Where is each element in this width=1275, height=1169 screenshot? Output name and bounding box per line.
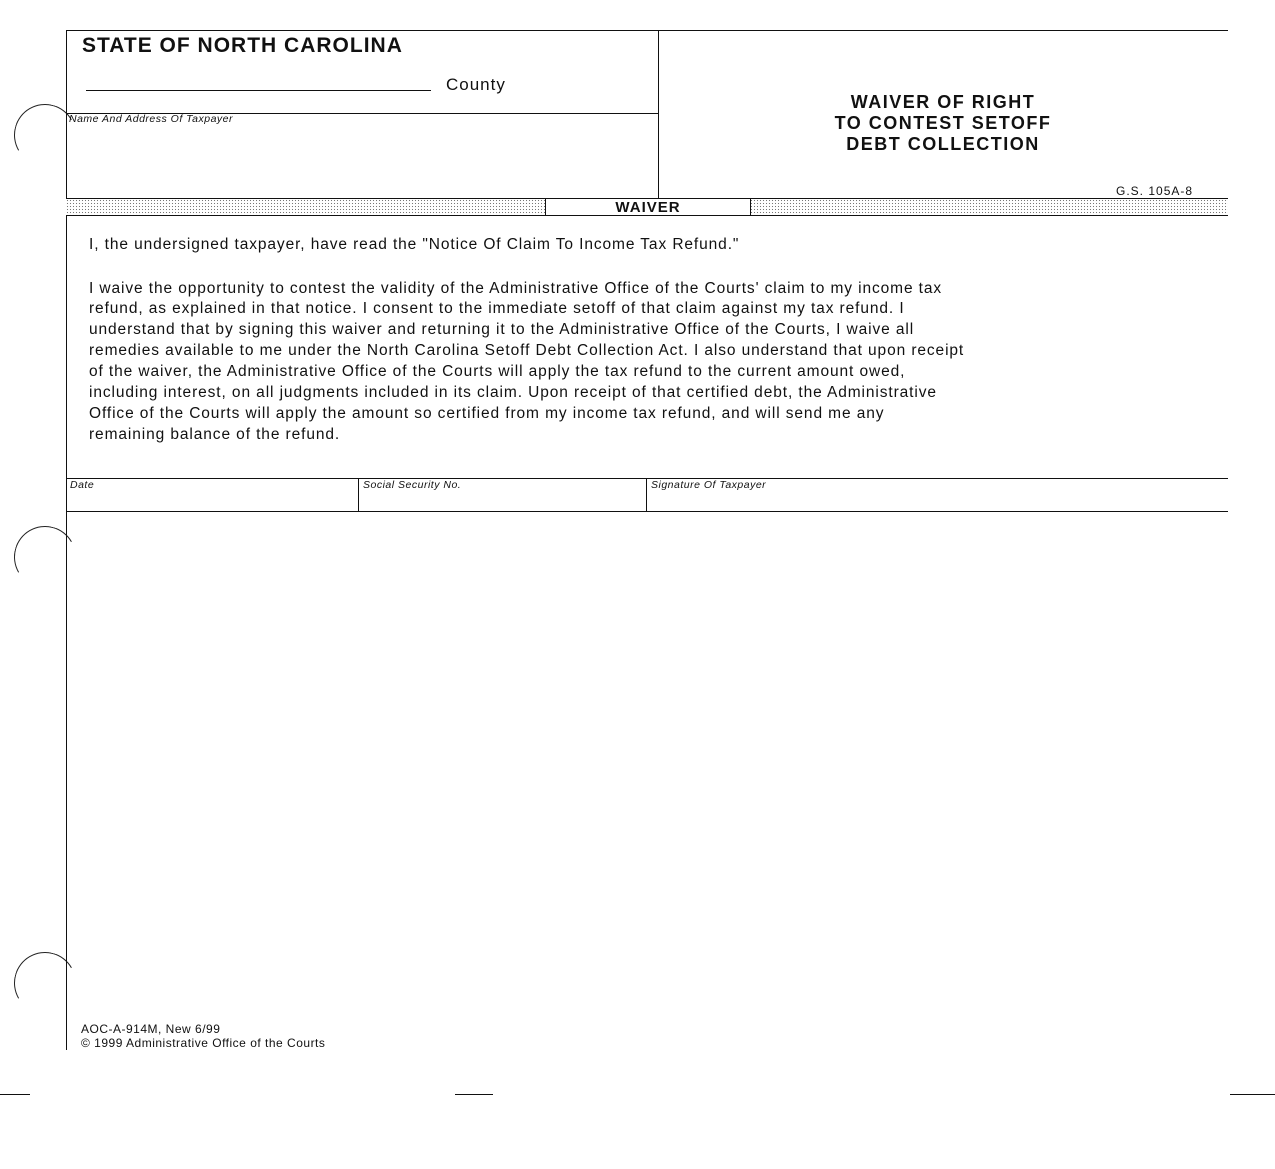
form-title-line: TO CONTEST SETOFF	[834, 113, 1052, 133]
name-address-label: Name And Address Of Taxpayer	[69, 113, 233, 125]
fields-bottom-border	[66, 511, 1228, 512]
copyright: © 1999 Administrative Office of the Courts	[81, 1036, 326, 1050]
form-id: AOC-A-914M, New 6/99	[81, 1022, 221, 1036]
edge-mark	[455, 1094, 493, 1095]
section-label: WAIVER	[545, 198, 751, 216]
body-line: I waive the opportunity to contest the validity of the Administrative Office of the Courts' claim to my income tax	[89, 280, 943, 297]
signature-label: Signature Of Taxpayer	[651, 479, 767, 491]
edge-mark	[1230, 1094, 1275, 1095]
punch-hole	[7, 945, 83, 1021]
ssn-label: Social Security No.	[363, 479, 462, 491]
ssn-field[interactable]	[359, 479, 645, 511]
body-paragraph: I, the undersigned taxpayer, have read the "Notice Of Claim To Income Tax Refund."	[89, 236, 740, 253]
body-line: Office of the Courts will apply the amount so certified from my income tax refund, and will send me any	[89, 405, 885, 422]
body-line: refund, as explained in that notice. I consent to the immediate setoff of that claim against my tax refund. I	[89, 300, 905, 317]
county-field[interactable]	[86, 90, 431, 91]
state-heading: STATE OF NORTH CAROLINA	[82, 34, 403, 57]
county-label: County	[446, 75, 506, 94]
form-title-line: DEBT COLLECTION	[846, 134, 1040, 154]
body-line: of the waiver, the Administrative Office of the Courts will apply the tax refund to the current amount owed,	[89, 363, 906, 380]
punch-hole	[7, 519, 83, 595]
date-field[interactable]	[67, 479, 357, 511]
statute-reference: G.S. 105A-8	[1116, 184, 1194, 198]
date-label: Date	[70, 479, 95, 491]
body-line: remaining balance of the refund.	[89, 426, 341, 443]
form-title-line: WAIVER OF RIGHT	[850, 92, 1036, 112]
body-line: including interest, on all judgments included in its claim. Upon receipt of that certified debt, the Administrative	[89, 384, 937, 401]
body-line: remedies available to me under the North Carolina Setoff Debt Collection Act. I also understand that upon receipt	[89, 342, 965, 359]
body-line: understand that by signing this waiver and returning it to the Administrative Office of the Courts, I waive all	[89, 321, 915, 338]
edge-mark	[0, 1094, 30, 1095]
signature-field[interactable]	[647, 479, 1227, 511]
top-border	[66, 30, 1228, 31]
header-divider	[658, 30, 659, 198]
name-address-field[interactable]	[67, 128, 657, 196]
